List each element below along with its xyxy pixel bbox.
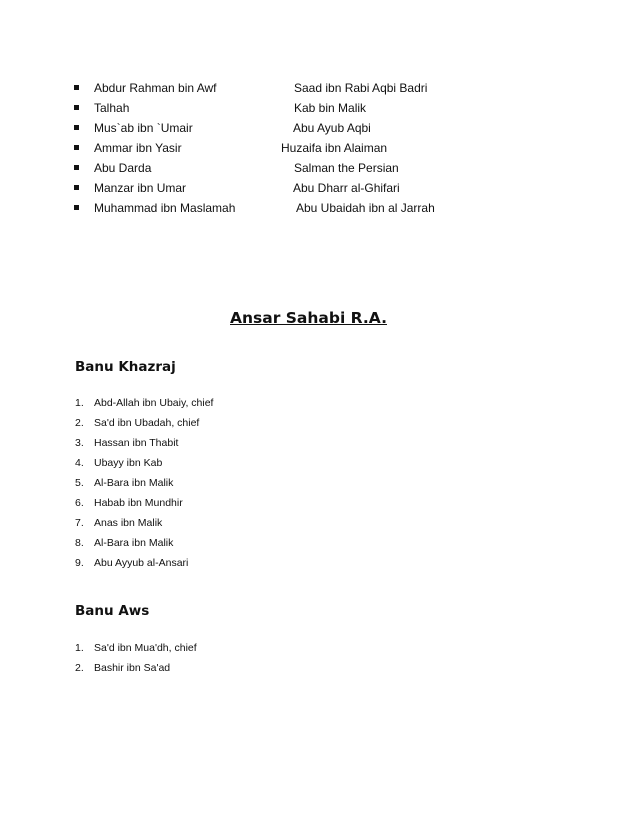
item-text: Al-Bara ibn Malik bbox=[94, 537, 174, 549]
item-text: Abu Ayyub al-Ansari bbox=[94, 557, 189, 569]
list-item bbox=[0, 553, 638, 573]
list-item bbox=[0, 178, 638, 198]
companion-name: Saad ibn Rabi Aqbi Badri bbox=[294, 81, 428, 95]
list-item bbox=[0, 533, 638, 553]
list-item bbox=[0, 513, 638, 533]
list-item bbox=[0, 198, 638, 218]
list-item bbox=[0, 493, 638, 513]
section-heading-khazraj: Banu Khazraj bbox=[75, 359, 176, 375]
bullet-square-icon bbox=[74, 105, 79, 110]
bullet-square-icon bbox=[74, 205, 79, 210]
page-title: Ansar Sahabi R.A. bbox=[230, 309, 387, 327]
item-number: 2. bbox=[75, 417, 84, 429]
item-text: Sa'd ibn Mua'dh, chief bbox=[94, 642, 197, 654]
bullet-square-icon bbox=[74, 85, 79, 90]
list-item bbox=[0, 658, 638, 678]
companion-name: Huzaifa ibn Alaiman bbox=[281, 141, 388, 155]
item-text: Hassan ibn Thabit bbox=[94, 437, 179, 449]
item-text: Habab ibn Mundhir bbox=[94, 497, 183, 509]
companion-name: Ammar ibn Yasir bbox=[94, 141, 182, 155]
bullet-square-icon bbox=[74, 145, 79, 150]
companion-name: Mus`ab ibn `Umair bbox=[94, 121, 193, 135]
item-number: 4. bbox=[75, 457, 84, 469]
list-item bbox=[0, 433, 638, 453]
companion-name: Talhah bbox=[94, 101, 130, 115]
item-number: 2. bbox=[75, 662, 84, 674]
item-number: 1. bbox=[75, 642, 84, 654]
list-item bbox=[0, 118, 638, 138]
list-item bbox=[0, 638, 638, 658]
item-number: 5. bbox=[75, 477, 84, 489]
bullet-square-icon bbox=[74, 165, 79, 170]
list-item bbox=[0, 453, 638, 473]
item-number: 9. bbox=[75, 557, 84, 569]
list-item bbox=[0, 138, 638, 158]
item-number: 6. bbox=[75, 497, 84, 509]
list-item bbox=[0, 473, 638, 493]
companion-name: Kab bin Malik bbox=[294, 101, 367, 115]
item-text: Abd-Allah ibn Ubaiy, chief bbox=[94, 397, 214, 409]
item-number: 3. bbox=[75, 437, 84, 449]
list-item bbox=[0, 158, 638, 178]
section-heading-aws: Banu Aws bbox=[75, 603, 150, 619]
item-text: Anas ibn Malik bbox=[94, 517, 163, 529]
companion-name: Abu Ayub Aqbi bbox=[293, 121, 371, 135]
bullet-square-icon bbox=[74, 125, 79, 130]
companion-name: Abu Darda bbox=[94, 161, 152, 175]
item-number: 7. bbox=[75, 517, 84, 529]
companion-name: Muhammad ibn Maslamah bbox=[94, 201, 236, 215]
companion-name: Abu Dharr al-Ghifari bbox=[293, 181, 400, 195]
item-text: Ubayy ibn Kab bbox=[94, 457, 163, 469]
item-number: 8. bbox=[75, 537, 84, 549]
companion-name: Abu Ubaidah ibn al Jarrah bbox=[296, 201, 435, 215]
list-item bbox=[0, 78, 638, 98]
item-number: 1. bbox=[75, 397, 84, 409]
item-text: Bashir ibn Sa'ad bbox=[94, 662, 171, 674]
companion-name: Abdur Rahman bin Awf bbox=[94, 81, 217, 95]
list-item bbox=[0, 98, 638, 118]
companion-name: Manzar ibn Umar bbox=[94, 181, 187, 195]
companion-name: Salman the Persian bbox=[294, 161, 399, 175]
item-text: Sa'd ibn Ubadah, chief bbox=[94, 417, 200, 429]
list-item bbox=[0, 393, 638, 413]
item-text: Al-Bara ibn Malik bbox=[94, 477, 174, 489]
list-item bbox=[0, 413, 638, 433]
bullet-square-icon bbox=[74, 185, 79, 190]
